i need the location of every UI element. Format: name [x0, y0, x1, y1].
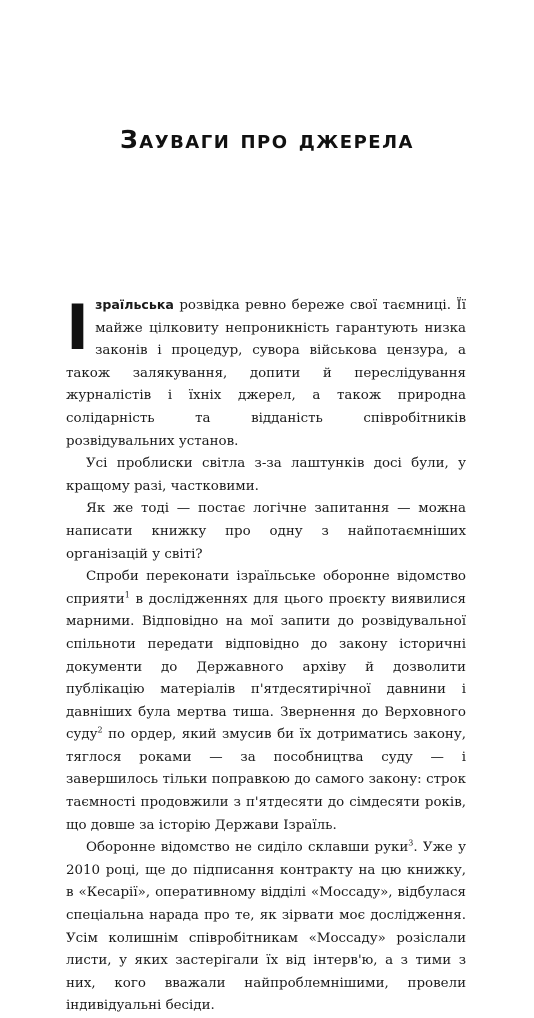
chapter-title: Зауваги про джерела: [120, 124, 414, 154]
paragraph-4: [66, 566, 466, 837]
paragraph-5: [66, 837, 466, 1018]
footnote-marker: 1: [124, 590, 130, 600]
drop-cap: І: [66, 291, 90, 364]
paragraph-2: Усі проблиски світла з-за лаштунків досі були, у кращому разі, частковими.: [66, 456, 466, 494]
paragraph-4-text-c: по ордер, який змусив би їх дотриматись закону, тяглося роками — за пособництва суду — і завершилось тільки поправкою до самого закону: строк таємності продовжили з п'ятдесяти до сімдесяти років, що довше за історію Держави Ізраїль.: [66, 727, 466, 833]
paragraph-4-text-a: Спроби переконати ізраїльське оборонне відомство сприяти: [66, 569, 466, 607]
footnote-marker: 2: [97, 725, 103, 735]
footnote-marker: 3: [408, 838, 414, 848]
paragraph-5-text-b: . Уже у 2010 році, ще до підписання контракту на цю книжку, в «Кесарії», оперативному відділі «Моссаду», відбулася спеціальна нарада про те, як зірвати моє дослідження. Усім колишнім співробітникам «Моссаду» розіслали листи, у яких застерігали їх від інтерв'ю, а з тими з них, кого вважали найпроблемнішими, провели індивідуальні бесіди.: [66, 840, 466, 1014]
paragraph-5-text-a: Оборонне відомство не сиділо склавши руки: [86, 840, 409, 856]
lead-in-word: зраїльська: [95, 297, 174, 312]
paragraph-1: [66, 291, 466, 453]
paragraph-1-text: розвідка ревно береже свої таємниці. Її майже цілковиту непроникність гарантують низка законів і процедур, сувора військова цензура, а також залякування, допити й переслідування журналістів і їхніх джерел, а також природна солідарність та відданість співробітників розвідувальних установ.: [66, 298, 466, 449]
paragraph-4-text-b: в дослідженнях для цього проєкту виявилися марними. Відповідно на мої запити до розвідувальної спільноти передати відповідно до закону історичні документи до Державного архіву й дозволити публікацію матеріалів п'ятдесятирічної давнини і давніших була мертва тиша. Звернення до Верховного суду: [66, 591, 466, 743]
chapter-body: [66, 291, 466, 1018]
paragraph-3: Як же тоді — постає логічне запитання — можна написати книжку про одну з найпотаємніших організацій у світі?: [66, 501, 466, 562]
